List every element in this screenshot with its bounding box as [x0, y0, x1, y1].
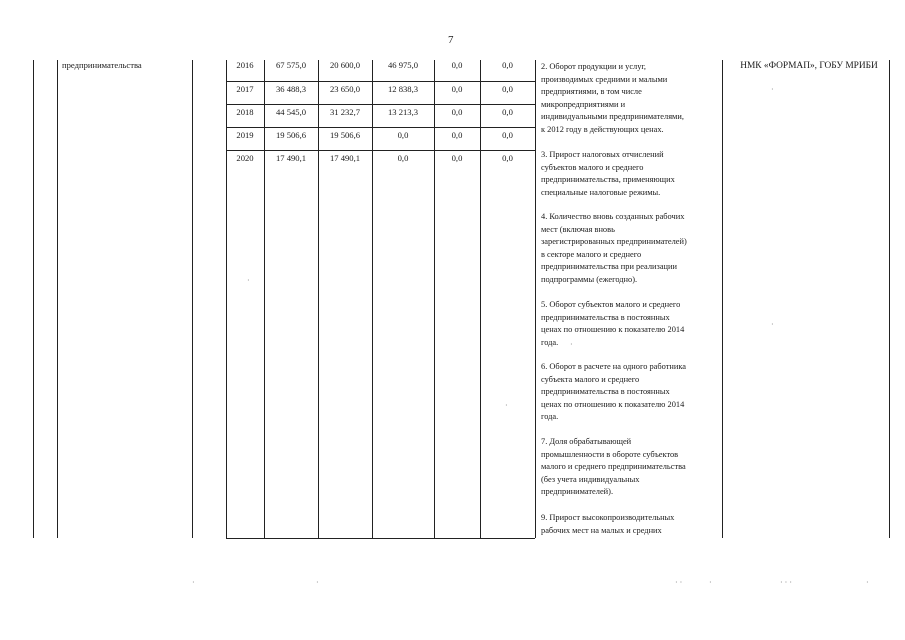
amount-cell: 0,0	[397, 130, 409, 140]
total-cell: 19 506,6	[275, 130, 307, 140]
indicator-item: 6. Оборот в расчете на одного работника субъекта малого и среднего предпринимательства в постоянных ценах по отношению к показателю 2014 года.	[541, 362, 686, 422]
column-rule	[889, 60, 890, 538]
scan-artifact: ·	[771, 320, 774, 329]
scan-artifact: ·	[570, 340, 573, 349]
year-cell: 2019	[236, 130, 254, 140]
table-row-rule	[226, 127, 535, 128]
scan-artifact: ·	[316, 578, 319, 587]
scan-artifact: ·	[192, 578, 195, 587]
amount-cell: 0,0	[451, 130, 463, 140]
amount-cell: 0,0	[502, 153, 513, 163]
indicator-item: 2. Оборот продукции и услуг, производимых средними и малыми предприятиями, в том числе микропредприятиями и индивидуальными предпринимателями, к 2012 году в действующих ценах.	[541, 62, 684, 134]
amount-cell: 0,0	[502, 84, 513, 94]
indicator-item: 5. Оборот субъектов малого и среднего предпринимательства в постоянных ценах по отношению к показателю 2014 года.	[541, 300, 685, 347]
total-cell: 17 490,1	[275, 153, 307, 163]
amount-cell: 12 838,3	[387, 84, 419, 94]
amount-cell: 46 975,0	[387, 60, 419, 70]
total-cell: 67 575,0	[275, 60, 307, 70]
amount-cell: 23 650,0	[329, 84, 361, 94]
amount-cell: 0,0	[451, 84, 463, 94]
column-rule	[33, 60, 34, 538]
indicator-item: 3. Прирост налоговых отчислений субъектов малого и среднего предпринимательства, применяющих специальные налоговые режимы.	[541, 150, 675, 197]
year-cell: 2017	[236, 84, 254, 94]
scan-artifact: · · ·	[780, 578, 792, 587]
amount-cell: 0,0	[502, 107, 513, 117]
total-cell: 36 488,3	[275, 84, 307, 94]
table-row-rule	[226, 104, 535, 105]
year-cell: 2020	[236, 153, 254, 163]
amount-cell: 17 490,1	[329, 153, 361, 163]
amount-cell: 0,0	[397, 153, 409, 163]
indicator-item: 9. Прирост высокопроизводительных рабочих мест на малых и средних	[541, 513, 675, 535]
activity-label: предпринимательства	[62, 60, 142, 70]
year-cell: 2016	[236, 60, 254, 70]
scan-artifact: ·	[866, 578, 869, 587]
executors-text: НМК «ФОРМАП», ГОБУ МРИБИ	[740, 61, 878, 71]
indicator-item: 7. Доля обрабатывающей промышленности в обороте субъектов малого и среднего предпринимательства (без учета индивидуальных предпринимателей).	[541, 437, 686, 497]
page-number: 7	[448, 34, 454, 46]
amount-cell: 0,0	[451, 153, 463, 163]
scan-artifact: ·	[771, 85, 774, 94]
column-rule	[57, 60, 58, 538]
scan-artifact: ·	[247, 276, 250, 285]
indicator-item: 4. Количество вновь созданных рабочих мест (включая вновь зарегистрированных предпринимателей) в секторе малого и среднего предпринимательства при реализации подпрограммы (ежегодно).	[541, 212, 687, 284]
amount-cell: 0,0	[502, 60, 513, 70]
scan-artifact: · ·	[675, 578, 683, 587]
amount-cell: 19 506,6	[329, 130, 361, 140]
scan-artifact: ·	[505, 401, 508, 410]
amount-cell: 0,0	[451, 60, 463, 70]
amount-cell: 0,0	[451, 107, 463, 117]
column-rule	[722, 60, 723, 538]
column-rule	[535, 60, 536, 538]
amount-cell: 0,0	[502, 130, 513, 140]
amount-cell: 13 213,3	[387, 107, 419, 117]
table-bottom-rule	[226, 538, 535, 539]
amount-cell: 20 600,0	[329, 60, 361, 70]
column-rule	[192, 60, 193, 538]
table-row-rule	[226, 81, 535, 82]
total-cell: 44 545,0	[275, 107, 307, 117]
table-row-rule	[226, 150, 535, 151]
scan-artifact: ·	[709, 578, 712, 587]
year-cell: 2018	[236, 107, 254, 117]
amount-cell: 31 232,7	[329, 107, 361, 117]
